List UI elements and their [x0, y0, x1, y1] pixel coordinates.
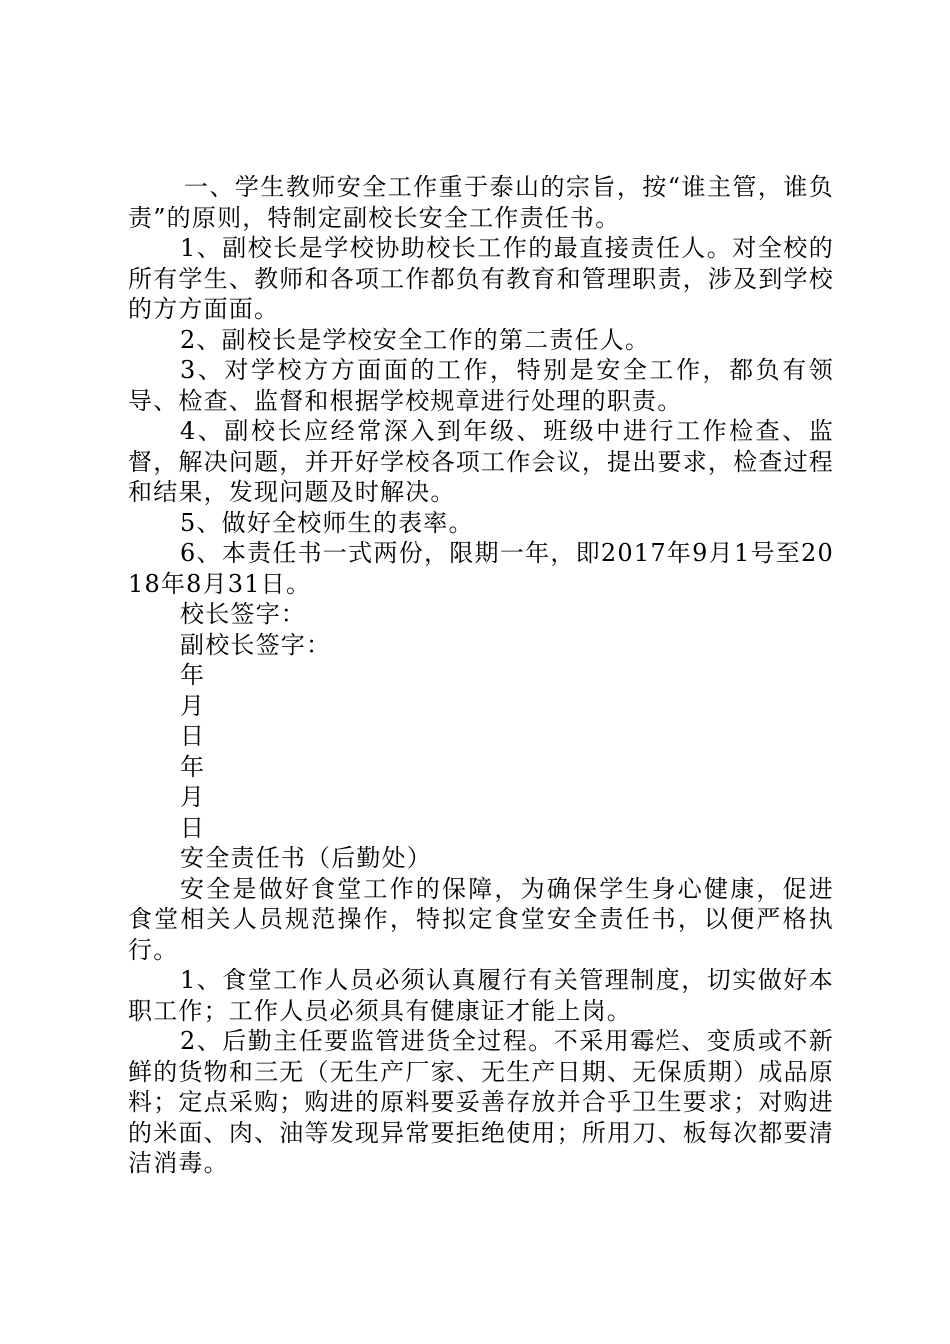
vice-principal-signature-label: 副校长签字：	[180, 630, 332, 659]
section2-item-2: 2、后勤主任要监管进货全过程。不采用霉烂、变质或不新鲜的货物和三无（无生产厂家、无生产日期、无保质期）成品原料；定点采购；购进的原料要妥善存放并合乎卫生要求；对购进的米面、肉、油等发现异常要拒绝使用；所用刀、板每次都要清洁消毒。	[128, 1027, 834, 1177]
section1-intro: 一、学生教师安全工作重于泰山的宗旨，按“谁主管，谁负责”的原则，特制定副校长安全工作责任书。	[128, 173, 834, 232]
date-month-label: 月	[180, 783, 206, 811]
date-year-label: 年	[180, 661, 206, 689]
section1-item-3: 3、对学校方方面面的工作，特别是安全工作，都负有领导、检查、监督和根据学校规章进行处理的职责。	[128, 356, 834, 415]
principal-signature-label: 校长签字：	[180, 600, 306, 628]
section1-item-5: 5、做好全校师生的表率。	[180, 508, 474, 537]
section2-title: 安全责任书（后勤处）	[180, 844, 432, 872]
section2-item-1: 1、食堂工作人员必须认真履行有关管理制度，切实做好本职工作；工作人员必须具有健康证才能上岗。	[128, 966, 834, 1025]
section1-item-1: 1、副校长是学校协助校长工作的最直接责任人。对全校的所有学生、教师和各项工作都负有教育和管理职责，涉及到学校的方方面面。	[128, 234, 834, 323]
section1-item-6: 6、本责任书一式两份，限期一年，即2017年9月1号至2018年8月31日。	[128, 539, 834, 598]
date-day-label: 日	[180, 813, 206, 842]
section2-intro: 安全是做好食堂工作的保障，为确保学生身心健康，促进食堂相关人员规范操作，特拟定食堂安全责任书，以便严格执行。	[128, 874, 834, 964]
section1-item-4: 4、副校长应经常深入到年级、班级中进行工作检查、监督，解决问题，并开好学校各项工作会议，提出要求，检查过程和结果，发现问题及时解决。	[128, 417, 834, 506]
document-page	[128, 172, 834, 1179]
date-year-label: 年	[180, 752, 206, 781]
date-month-label: 月	[180, 691, 206, 720]
date-day-label: 日	[180, 722, 206, 750]
section1-item-2: 2、副校长是学校安全工作的第二责任人。	[180, 325, 651, 354]
